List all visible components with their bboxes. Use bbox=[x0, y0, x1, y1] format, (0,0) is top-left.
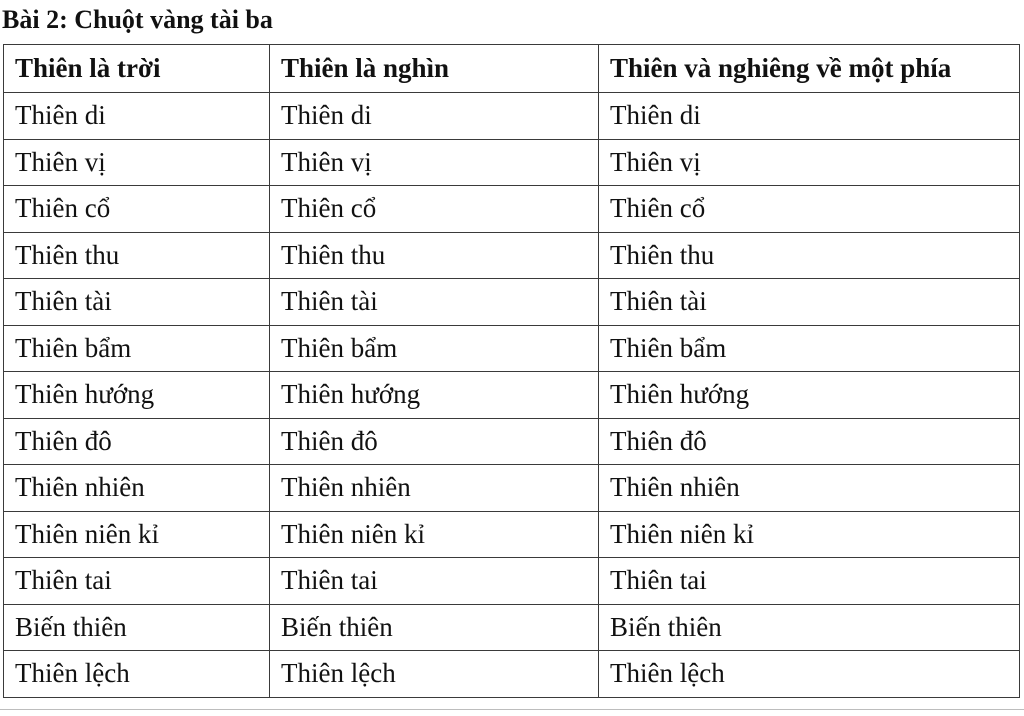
table-header-row bbox=[4, 45, 1020, 93]
table-cell: Thiên vị bbox=[599, 139, 1020, 186]
column-header-troi: Thiên là trời bbox=[4, 45, 270, 93]
table-cell: Thiên di bbox=[4, 93, 270, 140]
table-row bbox=[4, 139, 1020, 186]
table-row bbox=[4, 372, 1020, 419]
table-cell: Thiên tài bbox=[270, 279, 599, 326]
table-row bbox=[4, 279, 1020, 326]
page-title: Bài 2: Chuột vàng tài ba bbox=[2, 5, 273, 34]
table-cell: Thiên vị bbox=[4, 139, 270, 186]
table-cell: Thiên tài bbox=[599, 279, 1020, 326]
table-cell: Thiên vị bbox=[270, 139, 599, 186]
table-cell: Thiên đô bbox=[4, 418, 270, 465]
column-header-nghieng: Thiên và nghiêng về một phía bbox=[599, 45, 1020, 93]
table-row bbox=[4, 558, 1020, 605]
table-cell: Thiên đô bbox=[270, 418, 599, 465]
table-cell: Thiên lệch bbox=[270, 651, 599, 698]
table-cell: Thiên thu bbox=[4, 232, 270, 279]
table-row bbox=[4, 651, 1020, 698]
table-cell: Thiên cổ bbox=[270, 186, 599, 233]
table-cell: Thiên di bbox=[599, 93, 1020, 140]
table-row bbox=[4, 93, 1020, 140]
table-cell: Thiên niên kỉ bbox=[270, 511, 599, 558]
table-cell: Thiên thu bbox=[599, 232, 1020, 279]
table-row bbox=[4, 186, 1020, 233]
table-cell: Thiên niên kỉ bbox=[4, 511, 270, 558]
table-cell: Thiên bẩm bbox=[270, 325, 599, 372]
table-cell: Thiên thu bbox=[270, 232, 599, 279]
table-cell: Thiên lệch bbox=[4, 651, 270, 698]
table-cell: Thiên bẩm bbox=[4, 325, 270, 372]
table-cell: Thiên lệch bbox=[599, 651, 1020, 698]
table-cell: Thiên niên kỉ bbox=[599, 511, 1020, 558]
table-cell: Thiên di bbox=[270, 93, 599, 140]
table-cell: Thiên tai bbox=[599, 558, 1020, 605]
table-cell: Thiên hướng bbox=[4, 372, 270, 419]
page-bottom-divider bbox=[0, 709, 1024, 710]
table-cell: Thiên bẩm bbox=[599, 325, 1020, 372]
table-row bbox=[4, 325, 1020, 372]
table-cell: Thiên tai bbox=[270, 558, 599, 605]
table-cell: Thiên cổ bbox=[4, 186, 270, 233]
table-cell: Thiên đô bbox=[599, 418, 1020, 465]
table-cell: Biến thiên bbox=[4, 604, 270, 651]
table-cell: Thiên nhiên bbox=[270, 465, 599, 512]
word-table bbox=[3, 44, 1020, 698]
table-row bbox=[4, 232, 1020, 279]
table-row bbox=[4, 511, 1020, 558]
table-body bbox=[4, 93, 1020, 698]
table-cell: Biến thiên bbox=[270, 604, 599, 651]
table-cell: Thiên hướng bbox=[270, 372, 599, 419]
table-cell: Thiên nhiên bbox=[4, 465, 270, 512]
table-cell: Thiên cổ bbox=[599, 186, 1020, 233]
table-cell: Thiên hướng bbox=[599, 372, 1020, 419]
table-cell: Thiên nhiên bbox=[599, 465, 1020, 512]
table-cell: Biến thiên bbox=[599, 604, 1020, 651]
column-header-nghin: Thiên là nghìn bbox=[270, 45, 599, 93]
table-row bbox=[4, 604, 1020, 651]
table-cell: Thiên tài bbox=[4, 279, 270, 326]
table-row bbox=[4, 465, 1020, 512]
table-row bbox=[4, 418, 1020, 465]
table-cell: Thiên tai bbox=[4, 558, 270, 605]
